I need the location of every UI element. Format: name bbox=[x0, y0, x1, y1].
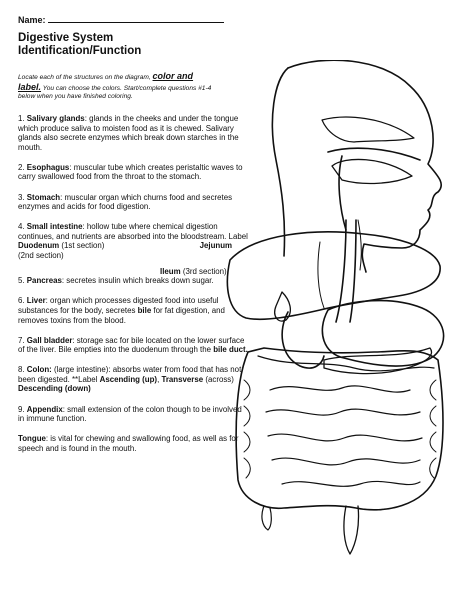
ileum-line bbox=[18, 267, 248, 277]
item-term: Small intestine bbox=[26, 222, 83, 232]
item-text: : muscular organ which churns food and secretes enzymes and acids for food digestion. bbox=[18, 192, 233, 212]
trachea bbox=[358, 220, 361, 270]
rectum bbox=[344, 506, 359, 554]
jejunum-suffix: (2nd section) bbox=[18, 251, 64, 261]
liver-lobe-line bbox=[318, 242, 324, 308]
ileum-suffix: (3rd section) bbox=[182, 266, 227, 276]
name-label: Name: bbox=[18, 15, 46, 25]
head-outline bbox=[288, 60, 441, 272]
duodenum-label: Duodenum bbox=[18, 241, 60, 251]
item-number: 1. bbox=[18, 114, 25, 123]
item-term: Esophagus bbox=[26, 162, 70, 172]
bile-term: bile bbox=[137, 305, 152, 315]
ascending-colon-haustra bbox=[244, 380, 250, 478]
instructions-highlight: color and label. bbox=[18, 71, 194, 92]
nasal-cavity bbox=[322, 117, 414, 142]
item-term: Pancreas bbox=[26, 276, 62, 286]
item-text: : small extension of the colon though to be involved in immune function. bbox=[18, 404, 242, 424]
item-term: Appendix bbox=[26, 404, 63, 414]
colon-outer bbox=[236, 348, 443, 510]
ascending-label: Ascending (up) bbox=[99, 374, 158, 384]
appendix bbox=[262, 506, 271, 530]
duodenum bbox=[282, 312, 324, 368]
list-item-gall-bladder bbox=[18, 336, 248, 355]
descending-label: Descending (down) bbox=[18, 384, 91, 394]
jejunum-label: Jejunum bbox=[199, 241, 233, 251]
duodenum-suffix: (1st section) bbox=[61, 241, 105, 251]
item-number: 3. bbox=[18, 192, 25, 202]
item-term: Gall bladder bbox=[26, 335, 73, 345]
item-text: : organ which processes digested food into useful substances for the body, secretes bbox=[18, 296, 219, 315]
item-text: : glands in the cheeks and under the tongue which produce saliva to moisten food as it is chewed. Salivary glands also secrete enzymes which break down starches in the mouth. bbox=[18, 114, 239, 152]
item-number: 5. bbox=[18, 276, 25, 286]
item-term: Tongue bbox=[18, 434, 46, 444]
name-blank-line[interactable] bbox=[48, 14, 224, 23]
item-number: 9. bbox=[18, 404, 25, 414]
list-item-appendix bbox=[18, 405, 248, 424]
ileum-label: Ileum bbox=[160, 266, 181, 276]
liver bbox=[227, 232, 440, 319]
esophagus-right bbox=[350, 220, 356, 322]
item-term: Stomach bbox=[26, 192, 61, 202]
instructions-part-1: Locate each of the structures on the diagram, bbox=[18, 74, 151, 81]
item-number: 4. bbox=[18, 222, 25, 232]
item-text: (large intestine): absorbs water from food that has not been digested. **Label bbox=[18, 365, 242, 384]
pharynx bbox=[339, 156, 346, 230]
list-item-esophagus bbox=[18, 163, 248, 182]
bile-text: for fat digestion, and removes toxins from the blood. bbox=[18, 305, 225, 325]
list-item-pancreas bbox=[18, 276, 248, 286]
item-term: Salivary glands bbox=[26, 114, 85, 123]
item-term: Colon: bbox=[26, 365, 52, 375]
instructions bbox=[18, 72, 216, 102]
item-number: 8. bbox=[18, 365, 25, 375]
digestive-system-diagram[interactable] bbox=[224, 60, 474, 580]
small-intestine-loops bbox=[266, 386, 422, 486]
item-text: : hollow tube where chemical digestion continues, and nutrients are absorbed into the bloodstream. Label bbox=[18, 222, 248, 241]
item-text: : is vital for chewing and swallowing food, as well as for speech and is found in the mouth. bbox=[18, 434, 239, 453]
item-text: : muscular tube which creates peristaltic waves to carry swallowed food from the throat to the stomach. bbox=[18, 162, 243, 182]
title-line-1: Digestive System bbox=[18, 32, 114, 44]
list-item-stomach bbox=[18, 193, 248, 212]
name-field[interactable] bbox=[18, 14, 224, 25]
list-item-colon bbox=[18, 365, 248, 394]
list-item-liver bbox=[18, 296, 248, 325]
transverse-label: Transverse bbox=[161, 374, 204, 384]
descending-colon-haustra bbox=[430, 380, 436, 478]
list-item-tongue bbox=[18, 434, 248, 453]
title-line-2: Identification/Function bbox=[18, 45, 142, 57]
list-item-small-intestine bbox=[18, 222, 248, 276]
item-number: 6. bbox=[18, 296, 25, 306]
item-number: 7. bbox=[18, 335, 25, 345]
tongue bbox=[332, 159, 412, 183]
item-number: 2. bbox=[18, 162, 25, 172]
bile-duct-term: bile duct. bbox=[213, 345, 248, 355]
instructions-part-2: You can choose the colors. Start/complete questions #1-4 below when you have finished coloring. bbox=[18, 84, 212, 101]
item-text: : secretes insulin which breaks down sugar. bbox=[61, 276, 214, 286]
neck-back bbox=[272, 68, 288, 256]
item-term: Liver bbox=[26, 296, 46, 306]
page-title bbox=[18, 32, 141, 58]
comma: , bbox=[157, 374, 160, 384]
across-text: (across) bbox=[205, 374, 234, 384]
stomach bbox=[322, 301, 443, 366]
item-text: : storage sac for bile located on the lower surface of the liver. Bile empties into the duodenum through the bbox=[18, 335, 245, 355]
list-item-salivary-glands bbox=[18, 114, 248, 152]
structure-list bbox=[18, 114, 248, 464]
